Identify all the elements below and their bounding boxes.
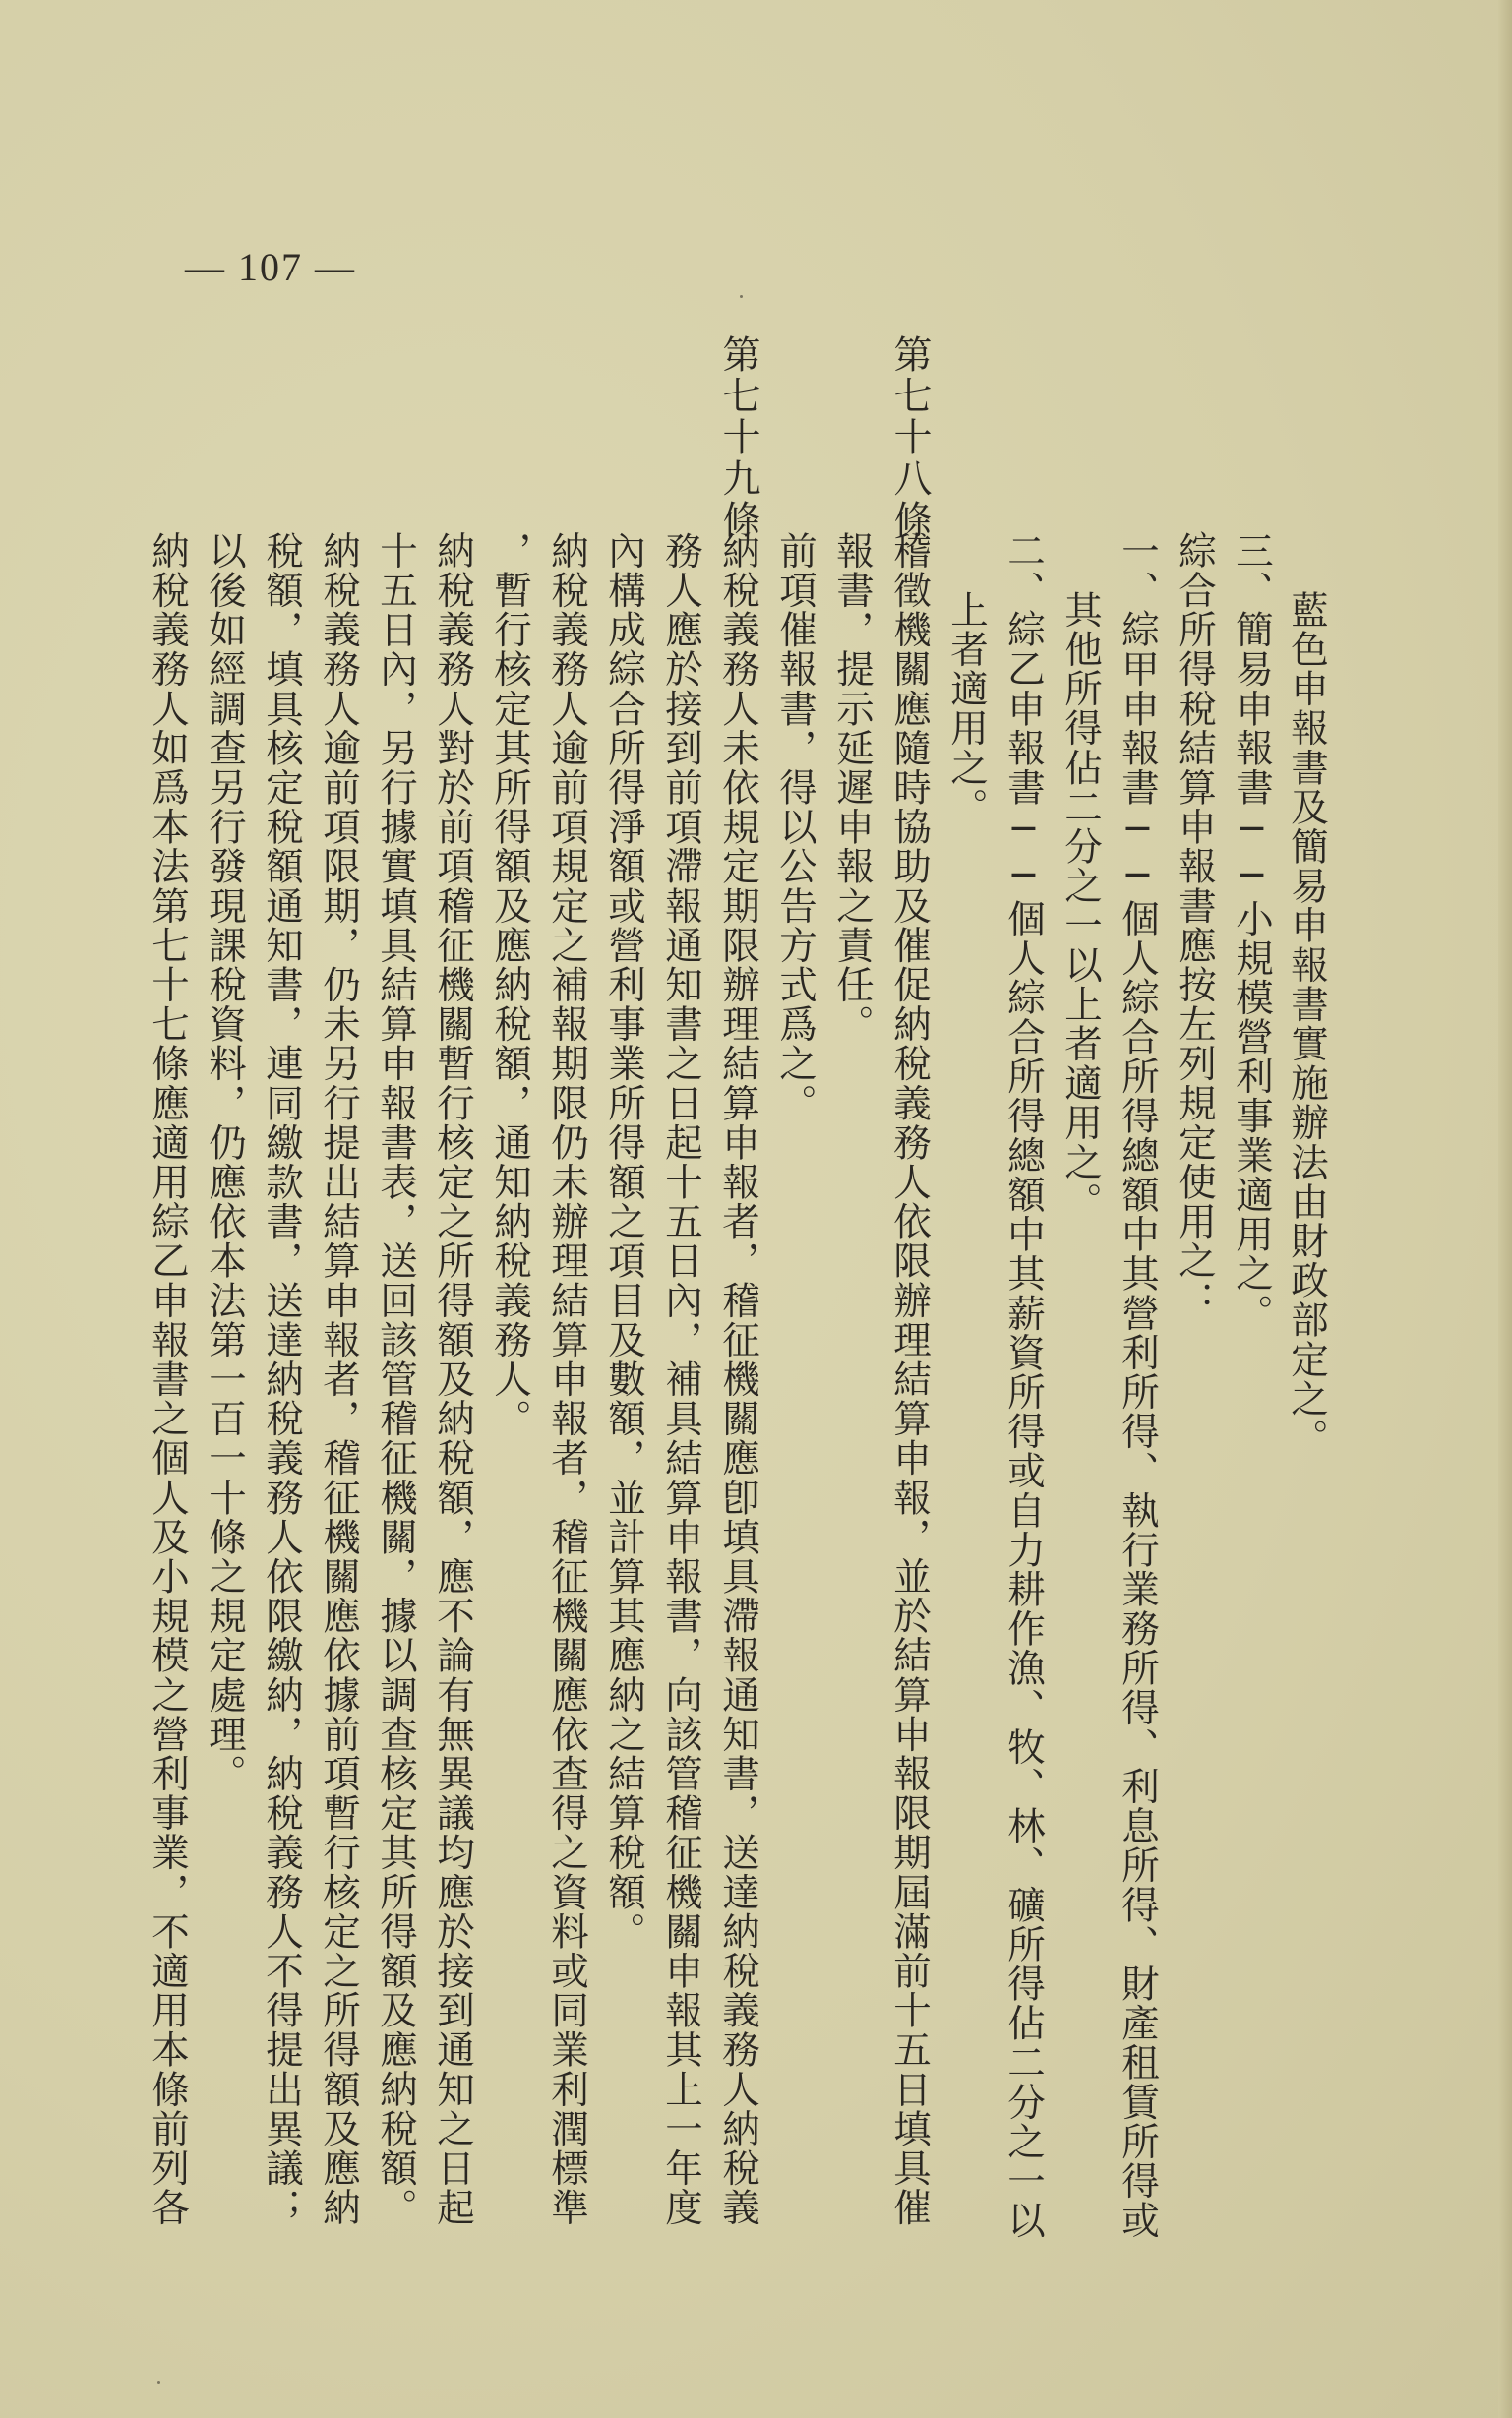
text-line: 前項催報書，得以公告方式爲之。 [773, 531, 817, 1123]
text-line: 上者適用之。 [944, 590, 989, 827]
text-line: 務人應於接到前項滯報通知書之日起十五日內，補具結算申報書，向該管稽征機關申報其上一年度 [659, 531, 703, 2228]
text-line: 一、綜甲申報書──個人綜合所得總額中其營利所得、執行業務所得、利息所得、財產租賃所得或 [1116, 531, 1160, 2241]
speck [157, 2381, 160, 2384]
text-line: 其他所得佔二分之一以上者適用之。 [1058, 590, 1103, 1222]
page-edge [1498, 0, 1512, 2418]
text-line: 納稅義務人逾前項規定之補報期限仍未辦理結算申報者，稽征機關應依查得之資料或同業利潤標準 [545, 531, 589, 2228]
article-78-title: 第七十八條 [887, 334, 932, 541]
text-line: 以後如經調查另行發現課稅資料，仍應依本法第一百一十條之規定處理。 [203, 531, 247, 1794]
text-line: 藍色申報書及簡易申報書實施辦法由財政部定之。 [1285, 590, 1329, 1459]
text-line: 十五日內，另行據實填具結算申報書表，送回該管稽征機關，據以調查核定其所得額及應納稅額。 [374, 531, 418, 2228]
text-line: 納稅義務人未依規定期限辦理結算申報者，稽征機關應卽填具滯報通知書，送達納稅義務人納稅義 [716, 531, 760, 2228]
page-number: — 107 — [185, 245, 356, 289]
article-79-title: 第七十九條 [716, 334, 760, 541]
text-line: 內構成綜合所得淨額或營利事業所得額之項目及數額，並計算其應納之結算稅額。 [602, 531, 646, 1952]
speck [740, 295, 743, 298]
text-line: 稽徵機關應隨時協助及催促納稅義務人依限辦理結算申報，並於結算申報限期屆滿前十五日填具催 [887, 531, 932, 2228]
text-line: 報書，提示延遲申報之責任。 [830, 531, 875, 1045]
text-line: 納稅義務人逾前項限期，仍未另行提出結算申報者，稽征機關應依據前項暫行核定之所得額及應納 [317, 531, 361, 2228]
text-line: 納稅義務人如爲本法第七十七條應適用綜乙申報書之個人及小規模之營利事業，不適用本條前列各 [146, 531, 190, 2228]
text-line: 三、簡易申報書──小規模營利事業適用之。 [1230, 531, 1274, 1333]
text-line: ，暫行核定其所得額及應納稅額，通知納稅義務人。 [488, 531, 532, 1439]
text-line: 二、綜乙申報書──個人綜合所得總額中其薪資所得或自力耕作漁、牧、林、礦所得佔二分之一以 [1001, 531, 1046, 2241]
text-line: 綜合所得稅結算申報書應按左列規定使用之： [1173, 531, 1217, 1320]
text-line: 稅額，填具核定稅額通知書，連同繳款書，送達納稅義務人依限繳納，納稅義務人不得提出異議； [260, 531, 304, 2228]
text-line: 納稅義務人對於前項稽征機關暫行核定之所得額及納稅額，應不論有無異議均應於接到通知之日起 [431, 531, 475, 2228]
